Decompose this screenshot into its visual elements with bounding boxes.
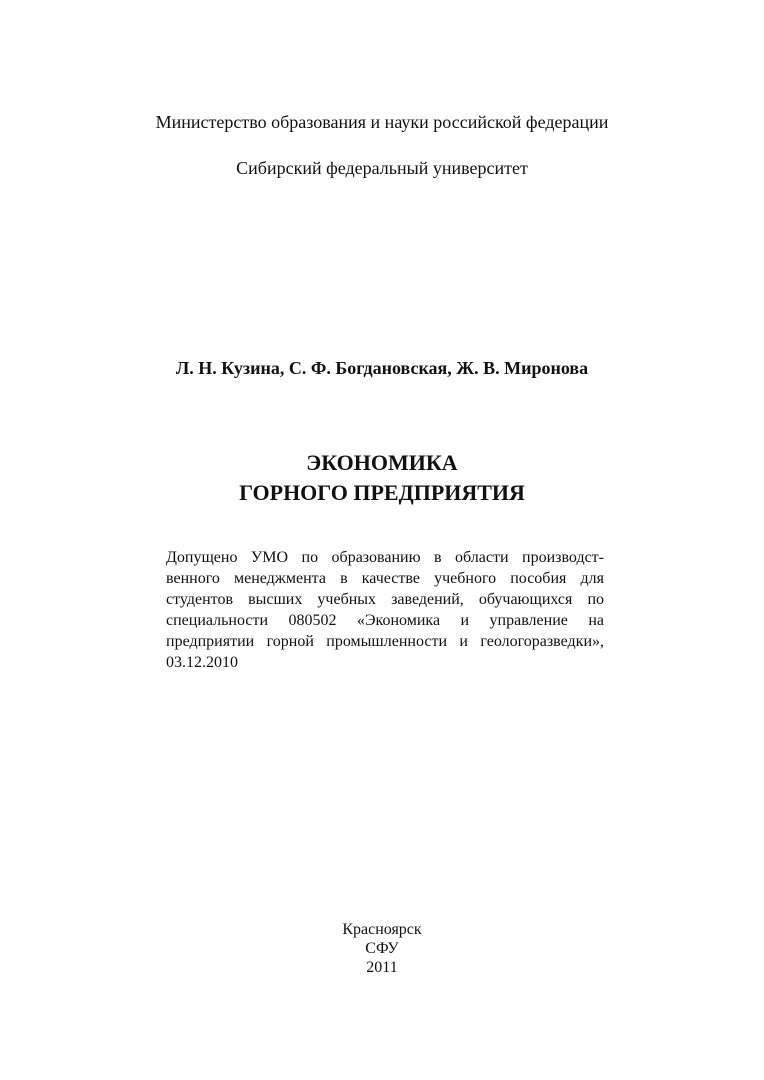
approval-line-1: Допущено УМО по образованию в области производст- (166, 549, 604, 566)
approval-line-3: студентов высших учебных заведений, обучающихся по (166, 591, 604, 608)
book-title (0, 448, 764, 508)
university-name: Сибирский федеральный университет (236, 158, 528, 178)
book-title-line-1: ЭКОНОМИКА (306, 450, 458, 475)
book-title-line-2: ГОРНОГО ПРЕДПРИЯТИЯ (239, 480, 525, 505)
approval-line-2: венного менеджмента в качестве учебного пособия для (166, 570, 604, 587)
ministry-name: Министерство образования и науки российской федерации (155, 112, 609, 132)
imprint-year: 2011 (366, 959, 398, 976)
imprint-publisher: СФУ (365, 940, 399, 957)
authors: Л. Н. Кузина, С. Ф. Богдановская, Ж. В. Миронова (175, 358, 589, 378)
imprint (0, 920, 764, 977)
imprint-city: Красноярск (342, 921, 422, 938)
approval-line-5: предприятии горной промышленности и геологоразведки», (166, 633, 604, 650)
approval-line-6: 03.12.2010 (166, 654, 238, 671)
approval-line-4: специальности 080502 «Экономика и управление на (166, 612, 604, 629)
approval-note (166, 547, 604, 673)
